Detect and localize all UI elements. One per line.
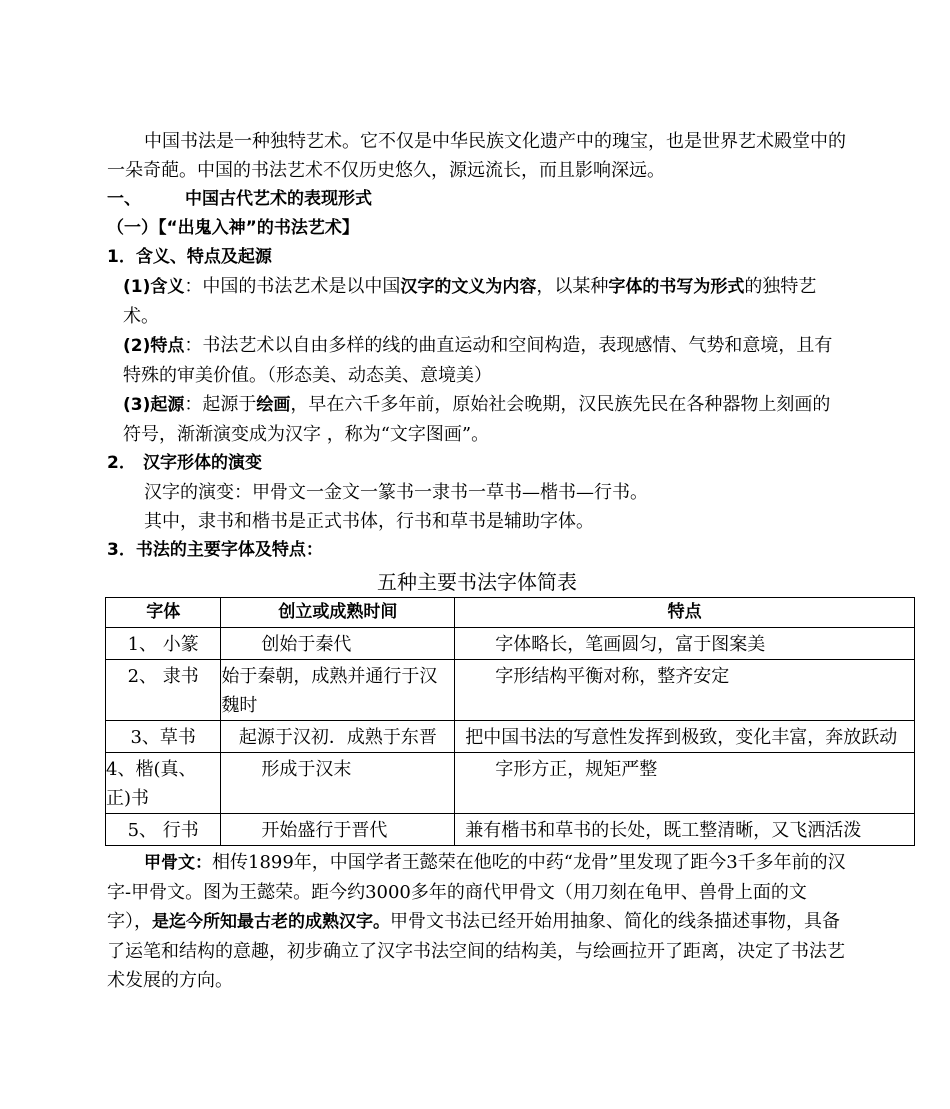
section-heading: [107, 185, 847, 214]
meaning-bold-1: 汉字的文义为内容: [400, 277, 537, 297]
table-caption: 五种主要书法字体简表: [377, 570, 577, 594]
document-page: [106, 127, 898, 995]
table-cell: 字形结构平衡对称，整齐安定: [455, 660, 915, 721]
feature-text: ：书法艺术以自由多样的线的曲直运动和空间构造，表现感情、气势和意境，且有特殊的审美价值。（形态美、动态美、意境美）: [123, 335, 833, 386]
table-cell: 把中国书法的写意性发挥到极致，变化丰富，奔放跃动: [455, 721, 915, 753]
section-number: 一、: [107, 189, 141, 209]
table-cell: 4、楷(真、正)书: [106, 753, 221, 814]
table-cell: 字体略长，笔画圆匀，富于图案美: [455, 628, 915, 660]
table-cell: 2、 隶书: [106, 660, 221, 721]
origin-bold: 绘画: [256, 395, 291, 415]
meaning-text-1: ：中国的书法艺术是以中国: [184, 276, 401, 297]
oracle-bone-paragraph: [107, 848, 847, 995]
oracle-text-1: 相传1899年，中国学者王懿荣在他吃的中药“龙骨”里发现了距今3千多年前的汉字-甲骨文。图为王懿荣。距今约3000多年的商代甲骨文（用刀刻在龟甲、兽骨上面的文字），: [107, 852, 846, 932]
meaning-label: (1)含义: [123, 277, 185, 297]
header-script: 字体: [106, 598, 221, 628]
table-cell: 5、 行书: [106, 814, 221, 846]
table-cell: 字形方正，规矩严整: [455, 753, 915, 814]
origin-paragraph: [107, 390, 847, 449]
subsection-heading: （一）【“出鬼入神”的书法艺术】: [107, 218, 359, 238]
item2-number: 2．: [107, 453, 136, 473]
table-cell: 开始盛行于晋代: [221, 814, 455, 846]
table-header-row: [106, 598, 915, 628]
feature-paragraph: [107, 331, 847, 390]
meaning-text-2: ，以某种: [536, 276, 609, 297]
origin-label: (3)起源: [123, 395, 185, 415]
table-cell: 起源于汉初．成熟于东晋: [221, 721, 455, 753]
evolution-paragraph: 汉字的演变：甲骨文一金文一篆书一隶书一草书—楷书—行书。: [144, 482, 648, 503]
formal-script-paragraph: 其中，隶书和楷书是正式书体，行书和草书是辅助字体。: [144, 511, 594, 532]
item2-heading: [107, 449, 847, 478]
table-cell: 始于秦朝，成熟并通行于汉魏时: [221, 660, 455, 721]
oracle-text-2: 甲骨文书法已经开始用抽象、简化的线条描述事物，具备了运笔和结构的意趣，初步确立了汉字书法空间的结构美，与绘画拉开了距离，决定了书法艺术发展的方向。: [107, 911, 845, 991]
item3-heading: 3．书法的主要字体及特点：: [107, 540, 323, 560]
section-title: 中国古代艺术的表现形式: [185, 189, 372, 209]
table-cell: 创始于秦代: [221, 628, 455, 660]
item1-heading: 1．含义、特点及起源: [107, 247, 272, 267]
table-cell: 形成于汉末: [221, 753, 455, 814]
table-row: [106, 814, 915, 846]
oracle-bold: 是迄今所知最古老的成熟汉字。: [152, 912, 390, 932]
script-table: [105, 597, 915, 846]
origin-text-1: ：起源于: [184, 394, 257, 415]
table-row: [106, 721, 915, 753]
table-row: [106, 753, 915, 814]
oracle-label: 甲骨文：: [144, 853, 212, 873]
table-row: [106, 660, 915, 721]
meaning-text-3: 的独特艺术。: [123, 276, 817, 327]
header-time: 创立或成熟时间: [221, 598, 455, 628]
feature-label: (2)特点: [123, 336, 185, 356]
item2-title: 汉字形体的演变: [143, 453, 262, 473]
meaning-bold-2: 字体的书写为形式: [608, 277, 745, 297]
meaning-paragraph: [107, 272, 847, 331]
table-row: [106, 628, 915, 660]
table-cell: 兼有楷书和草书的长处，既工整清晰，又飞洒活泼: [455, 814, 915, 846]
origin-text-2: ，早在六千多年前，原始社会晚期，汉民族先民在各种器物上刻画的符号，渐渐演变成为汉字 ，称为“文字图画”。: [123, 394, 831, 445]
header-feature: 特点: [455, 598, 915, 628]
table-cell: 3、草书: [106, 721, 221, 753]
table-cell: 1、 小篆: [106, 628, 221, 660]
intro-paragraph: 中国书法是一种独特艺术。它不仅是中华民族文化遗产中的瑰宝，也是世界艺术殿堂中的一朵奇葩。中国的书法艺术不仅历史悠久，源远流长，而且影响深远。: [107, 131, 846, 181]
